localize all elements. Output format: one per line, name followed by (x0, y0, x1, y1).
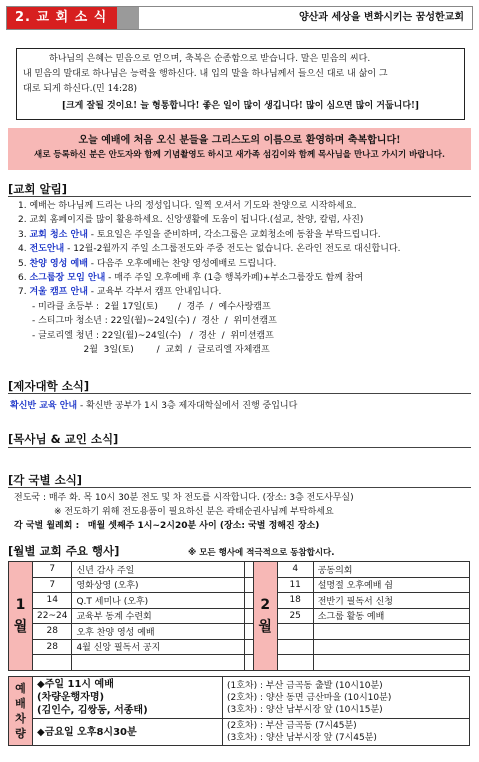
camp-item: - 미라클 초등부 : 2월 17일(토) / 경주 / 예수사랑캠프 (32, 301, 271, 312)
table-row: 1 월 7 신년 감사 주일 2 월 4 공동의회 (9, 562, 470, 578)
table-row: 28 오후 찬양 영성 예배 (9, 624, 470, 640)
monthly-title: [월별 교회 주요 행사] (8, 544, 120, 558)
divider (8, 196, 471, 197)
divider (8, 393, 471, 394)
seminary-notice: 확신반 교육 안내 - 확신반 공부가 1시 3층 제자대학실에서 진행 중입니다 (10, 401, 298, 411)
vehicle-table (8, 676, 470, 746)
monthly-meeting: 각 국별 월례회 : 매월 셋째주 1시~2시20분 사이 (장소: 국별 정해진 장소) (14, 521, 320, 531)
section-title: 2. 교 회 소 식 (7, 7, 117, 29)
list-item: 2. 교회 홈페이지를 많이 활용하세요. 신앙생활에 도움이 됩니다.(설교, 찬양, 칼럼, 사진) (18, 215, 364, 226)
welcome-line-1: 오늘 예배에 처음 오신 분들을 그리스도의 이름으로 환영하며 축복합니다! (78, 135, 401, 146)
camp-item: - 스티그마 청소년 : 22일(월)~24일(수) / 경산 / 위미션캠프 (32, 316, 277, 327)
scripture-box (16, 48, 465, 120)
table-row: 14 Q.T 세미나 (오후) 18 전반기 필독서 신청 (9, 593, 470, 609)
list-item: 5. 찬양 영성 예배 - 다음주 오후예배는 찬양 영성예배로 드립니다. (18, 258, 277, 269)
list-item: 3. 교회 청소 안내 - 토요일은 주일을 준비하며, 각소그룹은 교회청소에 동참을 부탁드립니다. (18, 229, 381, 240)
church-slogan: 양산과 세상을 변화시키는 꿈성한교회 (298, 12, 464, 23)
notices-title: [교회 알림] (8, 182, 67, 196)
table-row (9, 719, 470, 746)
seminary-title: [제자대학 소식] (8, 379, 90, 393)
welcome-banner (8, 128, 471, 170)
pastor-title: [목사님 & 교인 소식] (8, 432, 119, 446)
national-title: [각 국별 소식] (8, 473, 83, 487)
table-row: 28 4월 신앙 필독서 공지 (9, 639, 470, 655)
friday-service-cell: ◆금요일 오후8시30분 (33, 719, 223, 746)
camp-item: 2월 3일(토) / 교회 / 글로리엘 자체캠프 (32, 345, 270, 356)
monthly-note: ※ 모든 행사에 적극적으로 동참합시다. (188, 548, 335, 558)
divider (8, 487, 471, 488)
notices-list (18, 199, 473, 357)
table-row: 7 영화상영 (오후) 11 설명절 오후예배 쉼 (9, 577, 470, 593)
sunday-routes-cell: (1호차) : 부산 금곡동 출발 (10시10분) (2호차) : 양산 동면 금산마을 (10시10분) (3호차) : 양산 남부시장 앞 (10시15분) (223, 677, 470, 719)
list-item: 4. 전도안내 - 12월-2월까지 주일 소그룹전도와 주중 전도는 없습니다. 온라인 전도로 대신합니다. (18, 244, 401, 255)
friday-routes-cell: (2호차) : 부산 금곡동 (7시45분) (3호차) : 양산 남부시장 앞 (7시45분) (223, 719, 470, 746)
table-row (9, 677, 470, 719)
list-item: 7. 겨울 캠프 안내 - 교육부 각부서 캠프 안내입니다. (18, 287, 222, 298)
camp-item: - 글로리엘 청년 : 22일(월)~24일(수) / 경산 / 위미션캠프 (32, 330, 274, 341)
month-jan-label: 1 월 (9, 562, 33, 671)
section-header (6, 6, 473, 30)
list-item: 6. 소그룹장 모임 안내 - 매주 주일 오후예배 후 (1층 행복카페)+부소그룹장도 함께 참여 (18, 273, 364, 284)
monthly-events-table (8, 561, 470, 671)
list-item: 1. 예배는 하나님께 드리는 나의 정성입니다. 일찍 오셔서 기도와 찬양으로 시작하세요. (18, 201, 357, 211)
vehicle-label: 예 배 차 량 (9, 677, 33, 746)
table-row (9, 655, 470, 671)
evangelism-line: 전도국 : 매주 화. 목 10시 30분 전도 및 차 전도를 시작합니다. (장소: 3층 전도사무실) (14, 493, 354, 503)
quote-line-3: 대로 되게 하신다.(민 14:28) (23, 84, 137, 94)
quote-line-1: 하나님의 은혜는 믿음으로 얻으며, 축복은 순종함으로 받습니다. 말은 믿음의 씨다. (49, 54, 371, 64)
month-feb-label: 2 월 (253, 562, 277, 671)
header-accent (117, 7, 139, 29)
welcome-line-2: 새로 등록하신 분은 안도자와 함께 기념촬영도 하시고 새가족 섬김이와 함께 목사님을 만나고 가시기 바랍니다. (34, 150, 445, 160)
sunday-service-cell: ◆주일 11시 예배 (차량운행자명) (김인수, 김쌍동, 서종태) (33, 677, 223, 719)
national-news (14, 491, 354, 533)
divider (8, 447, 471, 448)
quote-emphasis: [크게 잘될 것이요! 늘 형통합니다! 좋은 일이 많이 생깁니다! 많이 심으면 많이 거둡니다!] (61, 101, 420, 111)
table-row: 22~24 교육부 동계 수련회 25 소그룹 활동 예배 (9, 608, 470, 624)
evangelism-note: ※ 전도하기 위해 전도용품이 필요하신 분은 곽태순권사님께 부탁하세요 (54, 507, 334, 517)
quote-line-2: 내 믿음의 말대로 하나님은 능력을 행하신다. 내 입의 말을 하나님께서 들으신 대로 내 삶이 그 (23, 69, 388, 79)
